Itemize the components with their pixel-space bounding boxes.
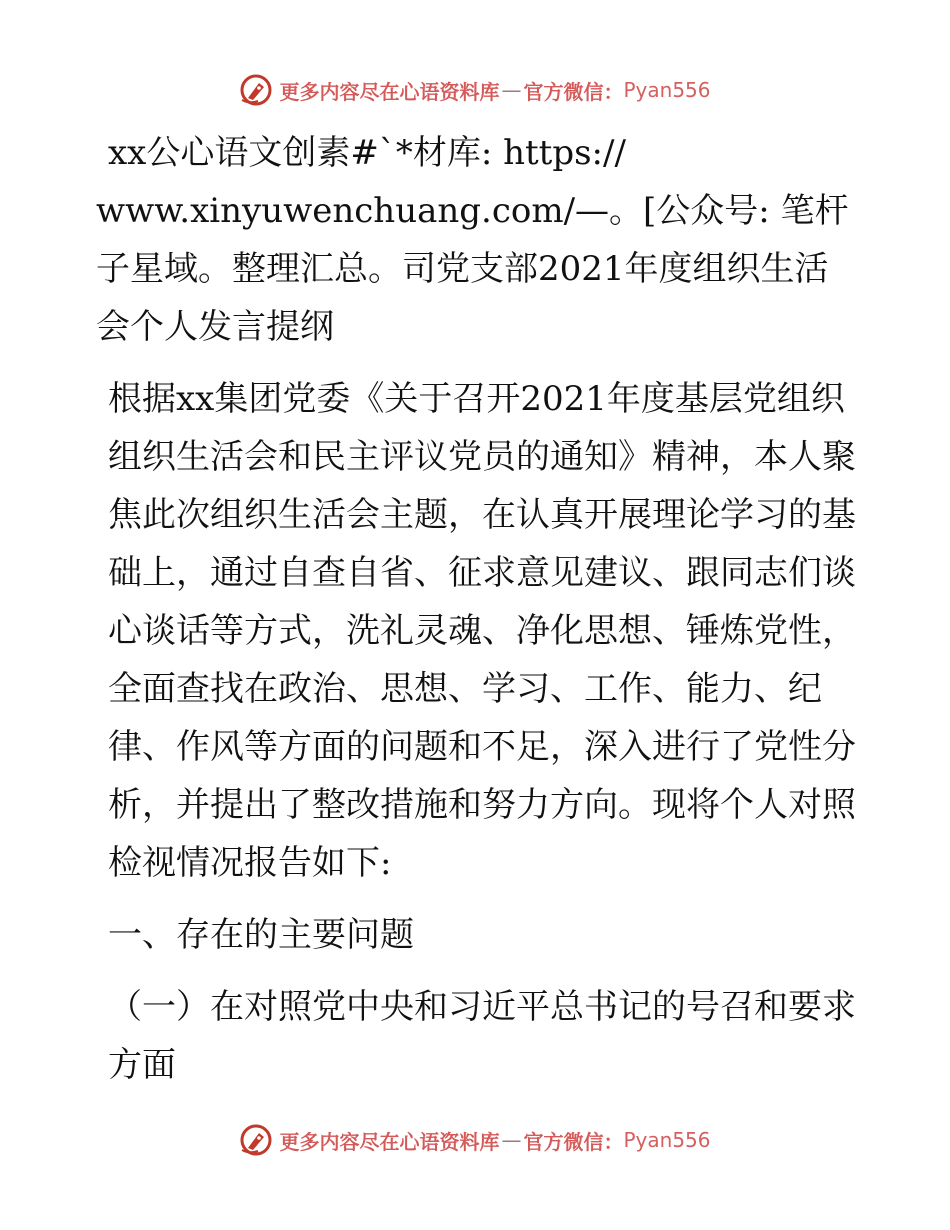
- subsection-heading: （一）在对照党中央和习近平总书记的号召和要求方面: [108, 987, 856, 1085]
- document-body: [96, 124, 856, 1094]
- footer-banner: [0, 1120, 950, 1160]
- banner-separator: —: [501, 78, 522, 102]
- banner-separator: —: [501, 1128, 522, 1152]
- section-heading: 一、存在的主要问题: [108, 915, 414, 955]
- document-title-line-1: xx公心语文创素#`*材库: https://: [108, 133, 626, 173]
- banner-wechat-id: Pyan556: [623, 78, 711, 102]
- banner-wechat-id: Pyan556: [623, 1128, 711, 1152]
- header-banner: [0, 70, 950, 110]
- banner-slogan: 更多内容尽在心语资料库: [279, 79, 500, 104]
- document-title-line-2: www.xinyuwenchuang.com/—。[公众号: 笔杆子星域。整理汇总。司党支部2021年度组织生活会个人发言提纲: [96, 191, 849, 347]
- intro-paragraph: 根据xx集团党委《关于召开2021年度基层党组织组织生活会和民主评议党员的通知》精神，本人聚焦此次组织生活会主题，在认真开展理论学习的基础上，通过自查自省、征求意见建议、跟同志们谈心谈话等方式，洗礼灵魂、净化思想、锤炼党性，全面查找在政治、思想、学习、工作、能力、纪律、作风等方面的问题和不足，深入进行了党性分析，并提出了整改措施和努力方向。现将个人对照检视情况报告如下:: [108, 379, 856, 883]
- banner-wechat-label: 官方微信：: [523, 79, 624, 104]
- pen-nib-logo-icon: [239, 1123, 273, 1157]
- banner-wechat-label: 官方微信：: [523, 1129, 624, 1154]
- banner-slogan: 更多内容尽在心语资料库: [279, 1129, 500, 1154]
- pen-nib-logo-icon: [239, 73, 273, 107]
